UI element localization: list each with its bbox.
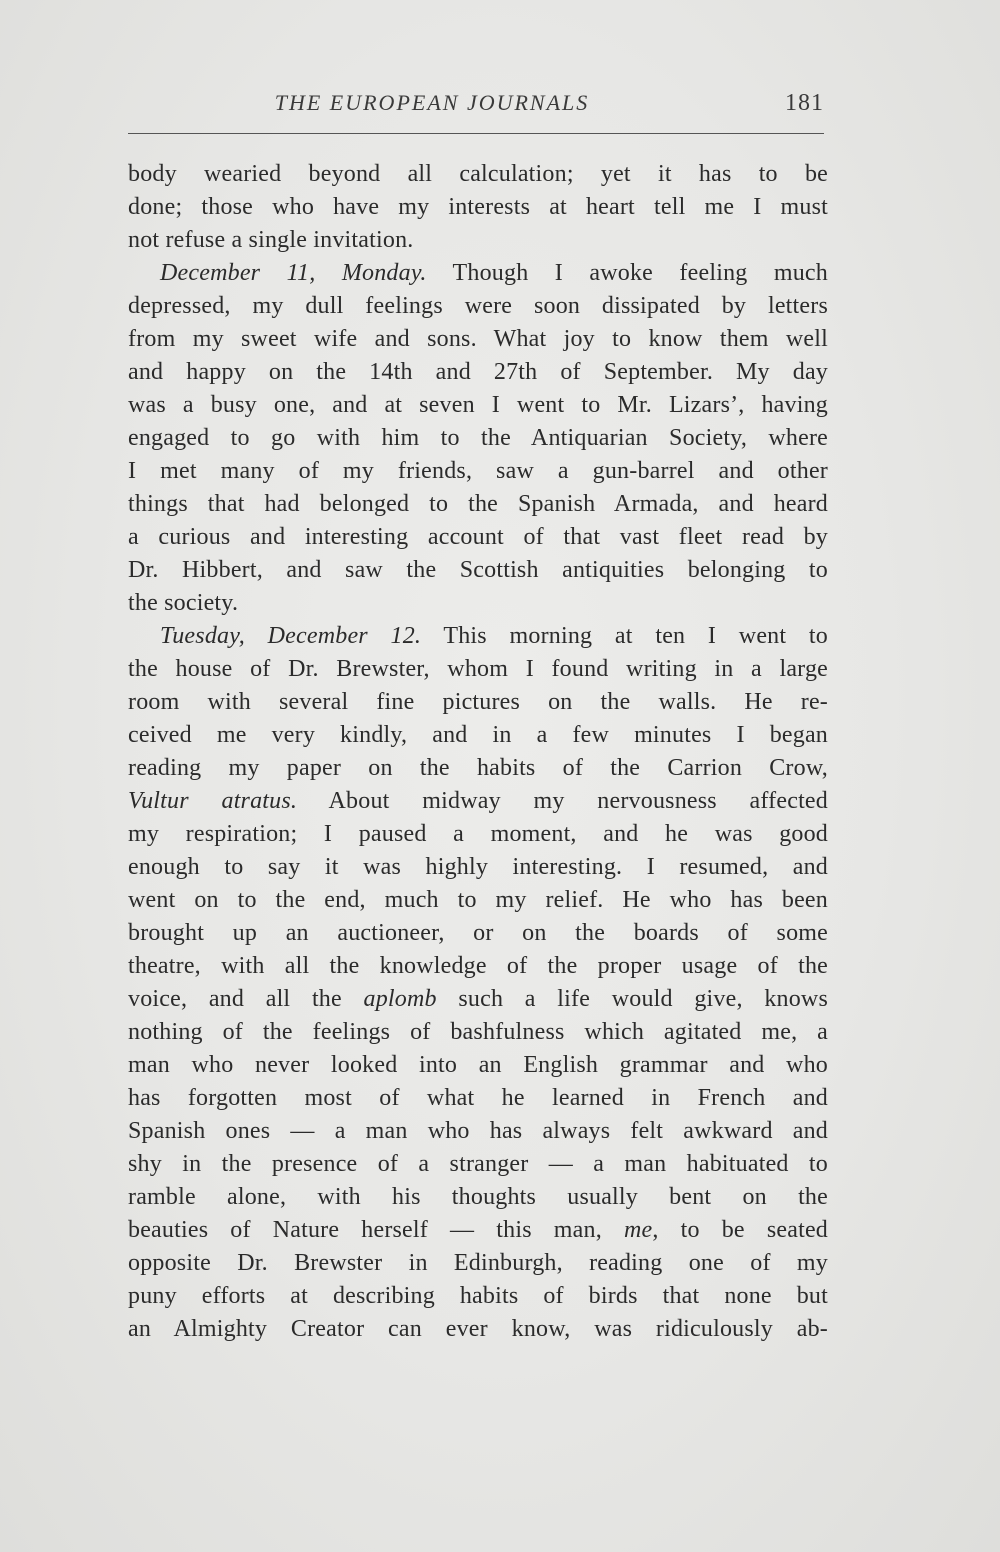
text-segment: ceived me very kindly, and in a few minutes I began <box>128 722 828 748</box>
text-line <box>128 950 828 983</box>
text-segment: puny efforts at describing habits of birds that none but <box>128 1283 828 1309</box>
text-segment: shy in the presence of a stranger — a man habituated to <box>128 1151 828 1177</box>
text-line <box>128 323 828 356</box>
text-line <box>128 389 828 422</box>
text-segment: , to be seated <box>652 1217 828 1243</box>
text-line <box>128 818 828 851</box>
italic-text: me <box>623 1217 653 1243</box>
text-segment: not refuse a single invitation. <box>128 227 414 253</box>
italic-text: Tuesday, December 12. <box>160 623 422 649</box>
text-segment: Dr. Hibbert, and saw the Scottish antiquities belonging to <box>128 557 828 583</box>
text-segment: nothing of the feelings of bashfulness which agitated me, a <box>128 1019 828 1045</box>
text-segment: went on to the end, much to my relief. He who has been <box>128 887 828 913</box>
text-segment: voice, and all the <box>128 986 364 1012</box>
text-line <box>128 785 828 818</box>
text-line <box>128 290 828 323</box>
text-line <box>128 983 828 1016</box>
italic-text: December 11, Monday. <box>160 260 427 286</box>
text-line <box>128 587 828 620</box>
text-segment: has forgotten most of what he learned in French and <box>128 1085 828 1111</box>
text-segment: Spanish ones — a man who has always felt awkward and <box>128 1118 828 1144</box>
body-text <box>128 158 828 1346</box>
text-segment: ramble alone, with his thoughts usually bent on the <box>128 1184 828 1210</box>
text-line <box>128 1313 828 1346</box>
text-line <box>128 620 828 653</box>
text-line <box>128 1214 828 1247</box>
text-segment: done; those who have my interests at heart tell me I must <box>128 194 828 220</box>
text-segment: About midway my nervousness affected <box>297 788 828 814</box>
text-line <box>128 488 828 521</box>
text-line <box>128 1049 828 1082</box>
text-line <box>128 917 828 950</box>
text-segment: from my sweet wife and sons. What joy to know them well <box>128 326 828 352</box>
text-line <box>128 356 828 389</box>
text-segment: room with several fine pictures on the walls. He re- <box>128 689 828 715</box>
text-segment: engaged to go with him to the Antiquarian Society, where <box>128 425 828 451</box>
text-line <box>128 257 828 290</box>
text-line <box>128 686 828 719</box>
text-segment: This morning at ten I went to <box>421 623 828 649</box>
running-title: THE EUROPEAN JOURNALS <box>274 90 590 115</box>
text-line <box>128 1016 828 1049</box>
text-segment: my respiration; I paused a moment, and he was good <box>128 821 828 847</box>
running-head <box>128 90 824 126</box>
text-line <box>128 422 828 455</box>
text-line <box>128 1247 828 1280</box>
text-segment: body wearied beyond all calculation; yet it has to be <box>128 161 828 187</box>
text-line <box>128 554 828 587</box>
text-line <box>128 1181 828 1214</box>
text-segment: man who never looked into an English grammar and who <box>128 1052 828 1078</box>
text-line <box>128 752 828 785</box>
text-line <box>128 455 828 488</box>
text-line <box>128 1115 828 1148</box>
text-line <box>128 224 828 257</box>
text-segment: opposite Dr. Brewster in Edinburgh, reading one of my <box>128 1250 828 1276</box>
text-segment: an Almighty Creator can ever know, was ridiculously ab- <box>128 1316 828 1342</box>
text-segment: a curious and interesting account of that vast fleet read by <box>128 524 828 550</box>
text-segment: things that had belonged to the Spanish Armada, and heard <box>128 491 828 517</box>
text-line <box>128 851 828 884</box>
text-segment: depressed, my dull feelings were soon dissipated by letters <box>128 293 828 319</box>
text-segment: the house of Dr. Brewster, whom I found writing in a large <box>128 656 828 682</box>
text-line <box>128 521 828 554</box>
text-segment: I met many of my friends, saw a gun-barrel and other <box>128 458 828 484</box>
text-line <box>128 1280 828 1313</box>
text-line <box>128 884 828 917</box>
text-line <box>128 191 828 224</box>
text-segment: was a busy one, and at seven I went to Mr. Lizars’, having <box>128 392 828 418</box>
text-segment: beauties of Nature herself — this man, <box>128 1217 624 1243</box>
text-segment: enough to say it was highly interesting. I resumed, and <box>128 854 828 880</box>
italic-text: Vultur atratus. <box>128 788 298 814</box>
text-line <box>128 1082 828 1115</box>
text-line <box>128 719 828 752</box>
text-segment: brought up an auctioneer, or on the boards of some <box>128 920 828 946</box>
page-number: 181 <box>785 90 824 116</box>
text-segment: reading my paper on the habits of the Carrion Crow, <box>128 755 828 781</box>
text-segment: the society. <box>128 590 239 616</box>
text-line <box>128 1148 828 1181</box>
text-segment: and happy on the 14th and 27th of September. My day <box>128 359 828 385</box>
text-segment: Though I awoke feeling much <box>426 260 828 286</box>
text-segment: theatre, with all the knowledge of the proper usage of the <box>128 953 828 979</box>
text-segment: such a life would give, knows <box>436 986 828 1012</box>
header-rule <box>128 133 824 134</box>
text-line <box>128 653 828 686</box>
italic-text: aplomb <box>363 986 437 1012</box>
text-line <box>128 158 828 191</box>
